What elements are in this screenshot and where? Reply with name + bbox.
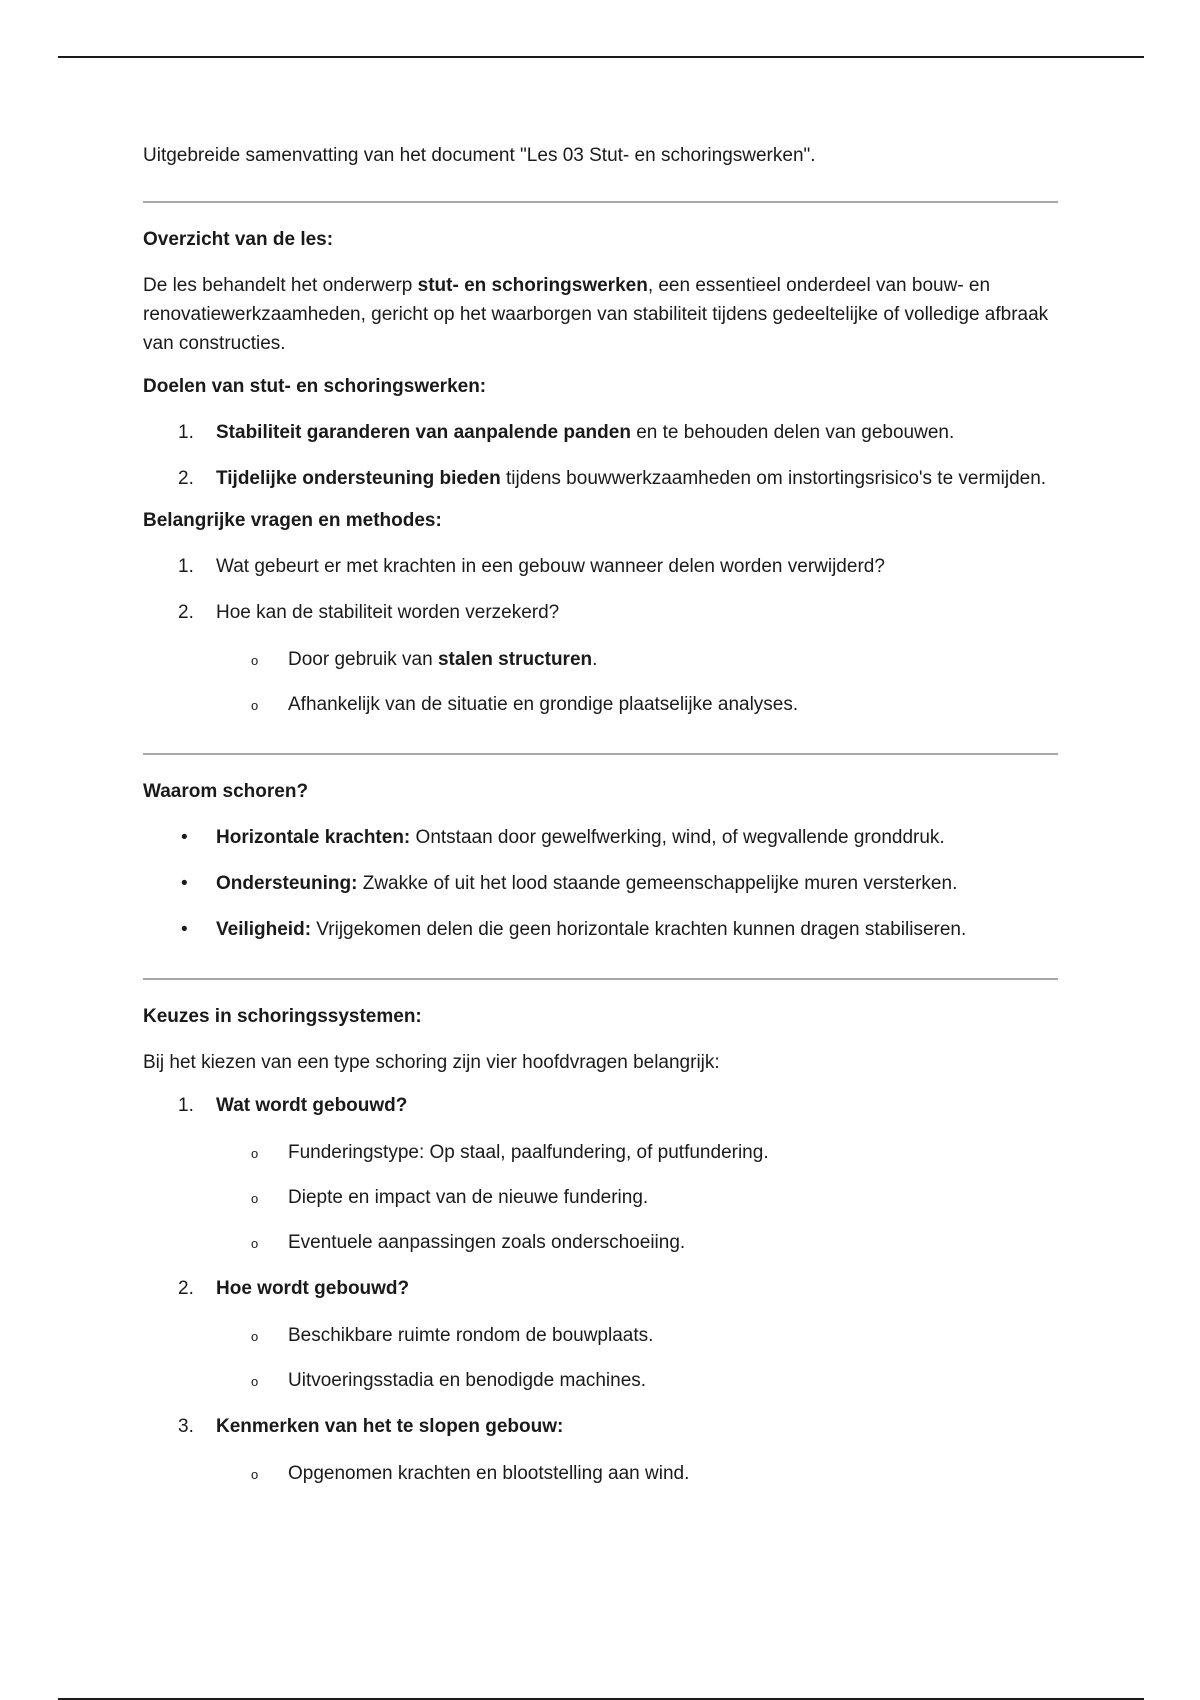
circle-bullet-icon: o bbox=[251, 1467, 259, 1482]
bullet-icon: • bbox=[181, 873, 188, 894]
overview-paragraph: De les behandelt het onderwerp stut- en schoringswerken, een essentieel onderdeel van bouw- en renovatiewerkzaamheden, gericht op het waarborgen van stabiliteit tijdens gedeeltelijke of volledige afbraak van constructies. bbox=[143, 275, 1049, 354]
questions-list bbox=[143, 552, 1058, 719]
sub-list-item: o Afhankelijk van de situatie en grondige plaatselijke analyses. bbox=[143, 690, 1058, 719]
list-item: 1. Wat gebeurt er met krachten in een gebouw wanneer delen worden verwijderd? bbox=[178, 556, 885, 577]
document-body bbox=[143, 140, 1058, 1505]
overview-heading: Overzicht van de les: bbox=[143, 229, 334, 250]
circle-bullet-icon: o bbox=[251, 653, 259, 668]
goals-list bbox=[143, 418, 1058, 493]
choices-heading: Keuzes in schoringssystemen: bbox=[143, 1006, 422, 1027]
sub-list bbox=[216, 1459, 1058, 1488]
list-item: 2. Tijdelijke ondersteuning bieden tijdens bouwwerkzaamheden om instortingsrisico's te vermijden. bbox=[178, 468, 1047, 489]
page-top-rule bbox=[58, 56, 1144, 58]
bullet-icon: • bbox=[181, 919, 188, 940]
list-item: 3. Kenmerken van het te slopen gebouw: o Opgenomen krachten en blootstelling aan wind. bbox=[143, 1412, 1058, 1488]
intro-text: Uitgebreide samenvatting van het document "Les 03 Stut- en schoringswerken". bbox=[143, 145, 816, 166]
list-item: • Veiligheid: Vrijgekomen delen die geen horizontale krachten kunnen dragen stabiliseren. bbox=[143, 915, 1058, 944]
sub-list bbox=[216, 1321, 1058, 1395]
bullet-icon: • bbox=[181, 827, 188, 848]
circle-bullet-icon: o bbox=[251, 1191, 259, 1206]
sub-list-item: o Eventuele aanpassingen zoals onderschoeiing. bbox=[143, 1228, 1058, 1257]
sub-list-item: o Diepte en impact van de nieuwe fundering. bbox=[143, 1183, 1058, 1212]
sub-list-item: o Funderingstype: Op staal, paalfundering, of putfundering. bbox=[143, 1138, 1058, 1167]
list-item: 1. Wat wordt gebouwd? o Funderingstype: Op staal, paalfundering, of putfundering. o Diepte en impact van de nieuwe fundering. o Eventuele aanpassingen zoals onderschoeiing. bbox=[143, 1091, 1058, 1257]
circle-bullet-icon: o bbox=[251, 1146, 259, 1161]
list-item: 1. Stabiliteit garanderen van aanpalende panden en te behouden delen van gebouwen. bbox=[178, 422, 955, 443]
why-list bbox=[143, 823, 1058, 944]
circle-bullet-icon: o bbox=[251, 1236, 259, 1251]
sub-list-item: o Beschikbare ruimte rondom de bouwplaats. bbox=[143, 1321, 1058, 1350]
section-divider bbox=[143, 201, 1058, 203]
list-item: 2. Hoe wordt gebouwd? o Beschikbare ruimte rondom de bouwplaats. o Uitvoeringsstadia en benodigde machines. bbox=[143, 1274, 1058, 1395]
section-divider bbox=[143, 978, 1058, 980]
circle-bullet-icon: o bbox=[251, 1374, 259, 1389]
questions-heading: Belangrijke vragen en methodes: bbox=[143, 510, 442, 531]
section-divider bbox=[143, 753, 1058, 755]
sub-list-item: o Door gebruik van stalen structuren. bbox=[143, 645, 1058, 674]
circle-bullet-icon: o bbox=[251, 698, 259, 713]
goals-heading: Doelen van stut- en schoringswerken: bbox=[143, 376, 487, 397]
list-item: 2. Hoe kan de stabiliteit worden verzekerd? o Door gebruik van stalen structuren. o Afhankelijk van de situatie en grondige plaatselijke analyses. bbox=[143, 598, 1058, 719]
sub-list-item: o Opgenomen krachten en blootstelling aan wind. bbox=[143, 1459, 1058, 1488]
sub-list bbox=[216, 1138, 1058, 1257]
choices-list bbox=[143, 1091, 1058, 1488]
list-item: • Ondersteuning: Zwakke of uit het lood staande gemeenschappelijke muren versterken. bbox=[143, 869, 1058, 898]
circle-bullet-icon: o bbox=[251, 1329, 259, 1344]
sub-list-item: o Uitvoeringsstadia en benodigde machines. bbox=[143, 1366, 1058, 1395]
list-item: • Horizontale krachten: Ontstaan door gewelfwerking, wind, of wegvallende gronddruk. bbox=[143, 823, 1058, 852]
sub-list bbox=[216, 645, 1058, 719]
why-heading: Waarom schoren? bbox=[143, 781, 309, 802]
choices-paragraph: Bij het kiezen van een type schoring zijn vier hoofdvragen belangrijk: bbox=[143, 1052, 720, 1073]
